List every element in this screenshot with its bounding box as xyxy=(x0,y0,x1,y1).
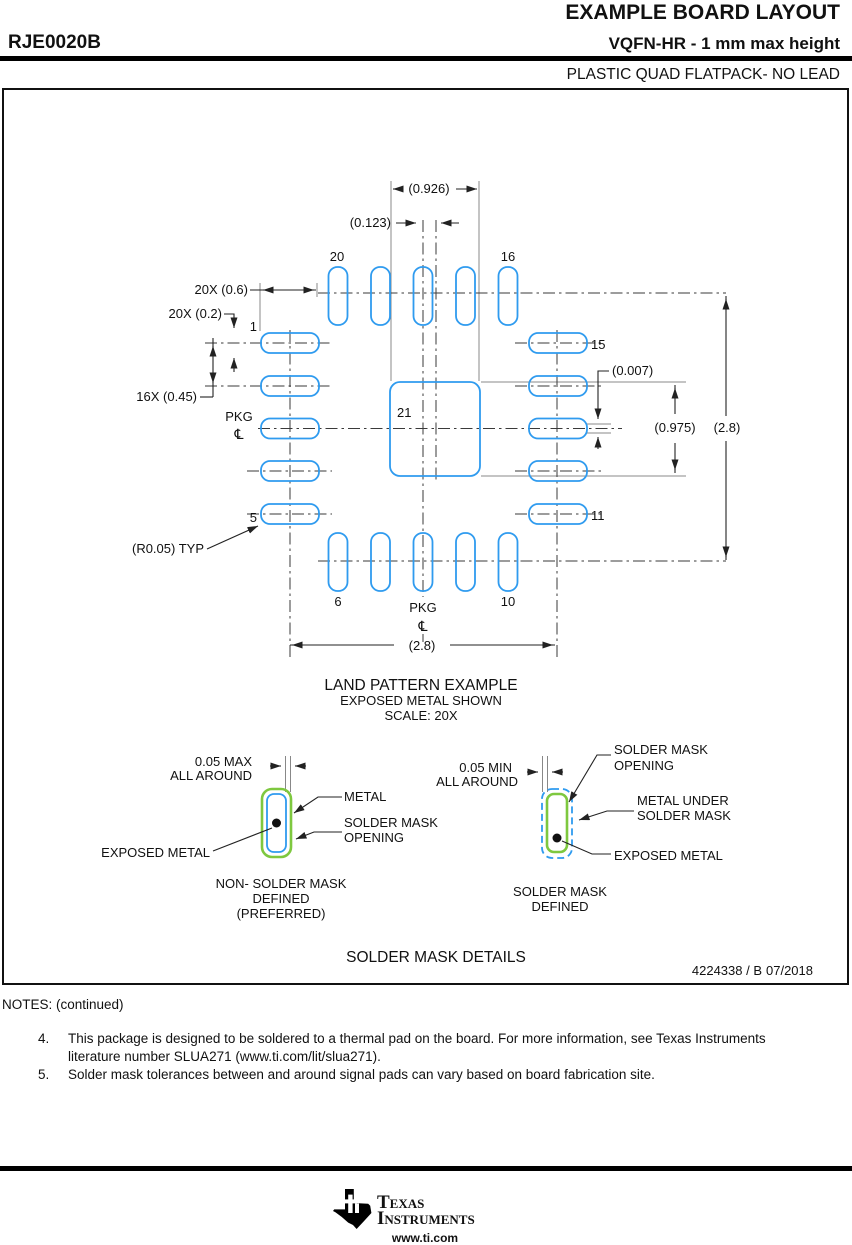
nsmd-detail xyxy=(101,754,438,921)
pin-5-label: 5 xyxy=(249,510,257,525)
pin-11-label: 11 xyxy=(591,508,605,523)
pkg-bottom-centerline-symbol: ℄ xyxy=(418,618,428,634)
pad-20 xyxy=(329,267,348,325)
nsmd-caption1: NON- SOLDER MASK xyxy=(215,876,347,891)
dim-thermal-height-label: (0.975) xyxy=(654,420,696,435)
smd-caption2: DEFINED xyxy=(531,899,589,914)
nsmd-opening-label1: SOLDER MASK xyxy=(344,815,438,830)
smd-dim-line2: ALL AROUND xyxy=(436,774,518,789)
pin-10-label: 10 xyxy=(500,594,516,609)
smd-exposed-metal-dot xyxy=(553,834,562,843)
extension-lines xyxy=(260,181,686,476)
footer-rule xyxy=(0,1166,852,1171)
brand-texas: Texas xyxy=(377,1192,425,1213)
dim-mask-offset-label: (0.007) xyxy=(612,363,654,378)
note-5-number: 5. xyxy=(38,1067,50,1082)
smd-opening-label2: OPENING xyxy=(614,758,674,773)
package-type: PLASTIC QUAD FLATPACK- NO LEAD xyxy=(566,66,840,83)
dim-pad-length-label: 20X (0.6) xyxy=(194,282,248,297)
notes-heading: NOTES: (continued) xyxy=(2,997,124,1012)
nsmd-metal-label: METAL xyxy=(344,789,387,804)
smd-dim-line1: 0.05 MIN xyxy=(459,760,512,775)
nsmd-caption2: DEFINED xyxy=(252,891,310,906)
package-subtitle: VQFN-HR - 1 mm max height xyxy=(608,34,840,53)
dimension-lines xyxy=(200,189,726,645)
part-number: RJE0020B xyxy=(8,32,101,53)
pad-6 xyxy=(329,533,348,591)
smd-caption1: SOLDER MASK xyxy=(513,884,607,899)
pkg-left-label: PKG xyxy=(225,409,253,424)
ti-logo-icon xyxy=(333,1186,373,1232)
pad-19 xyxy=(371,267,390,325)
pad-17 xyxy=(456,267,475,325)
smd-exposed-label: EXPOSED METAL xyxy=(614,848,723,863)
pin-21-label: 21 xyxy=(397,405,412,420)
smd-opening-label1: SOLDER MASK xyxy=(614,742,708,757)
pin-16-label: 16 xyxy=(500,249,516,264)
note-4-line-2: literature number SLUA271 (www.ti.com/lit/slua271). xyxy=(68,1049,381,1064)
pad-7 xyxy=(371,533,390,591)
note-4-line-1: This package is designed to be soldered to a thermal pad on the board. For more information, see Texas Instruments xyxy=(68,1031,766,1046)
smd-metal-under-label1: METAL UNDER xyxy=(637,793,729,808)
dim-span-horizontal-label: (2.8) xyxy=(408,638,436,653)
pad-9 xyxy=(456,533,475,591)
pad-10 xyxy=(499,533,518,591)
smd-metal-under-label2: SOLDER MASK xyxy=(637,808,731,823)
brand-instruments: Instruments xyxy=(377,1208,475,1229)
page-title: EXAMPLE BOARD LAYOUT xyxy=(565,1,840,24)
footer-url: www.ti.com xyxy=(391,1231,459,1245)
nsmd-caption3: (PREFERRED) xyxy=(236,906,326,921)
nsmd-exposed-metal-dot xyxy=(272,819,281,828)
doc-number: 4224338 / B xyxy=(691,963,762,978)
pin-15-label: 15 xyxy=(591,337,606,352)
dim-corner-radius-label: (R0.05) TYP xyxy=(131,541,204,556)
nsmd-dim-line2: ALL AROUND xyxy=(170,768,252,783)
dim-pitch-label: 16X (0.45) xyxy=(136,389,197,404)
pkg-bottom-label: PKG xyxy=(409,600,437,615)
note-4-number: 4. xyxy=(38,1031,50,1046)
nsmd-exposed-label: EXPOSED METAL xyxy=(101,845,210,860)
dim-span-vertical-label: (2.8) xyxy=(713,420,741,435)
land-pattern-subtitle2: SCALE: 20X xyxy=(384,708,458,723)
doc-date: 07/2018 xyxy=(766,963,813,978)
pin-6-label: 6 xyxy=(334,594,342,609)
dim-center-offset-label: (0.123) xyxy=(349,215,391,230)
pad-16 xyxy=(499,267,518,325)
nsmd-opening-label2: OPENING xyxy=(344,830,404,845)
smd-detail xyxy=(436,742,731,914)
pkg-left-centerline-symbol: ℄ xyxy=(234,426,244,442)
land-pattern-subtitle1: EXPOSED METAL SHOWN xyxy=(340,693,502,708)
dim-pad-width-label: 20X (0.2) xyxy=(168,306,222,321)
smd-solder-mask-opening-shape xyxy=(547,794,567,852)
solder-mask-details-title: SOLDER MASK DETAILS xyxy=(346,949,526,966)
pin-1-label: 1 xyxy=(249,319,257,334)
nsmd-dim-line1: 0.05 MAX xyxy=(194,754,252,769)
dim-top-width-label: (0.926) xyxy=(408,181,450,196)
note-5-line-1: Solder mask tolerances between and around signal pads can vary based on board fabrication site. xyxy=(68,1067,655,1082)
land-pattern-title: LAND PATTERN EXAMPLE xyxy=(324,677,518,694)
pin-20-label: 20 xyxy=(329,249,345,264)
